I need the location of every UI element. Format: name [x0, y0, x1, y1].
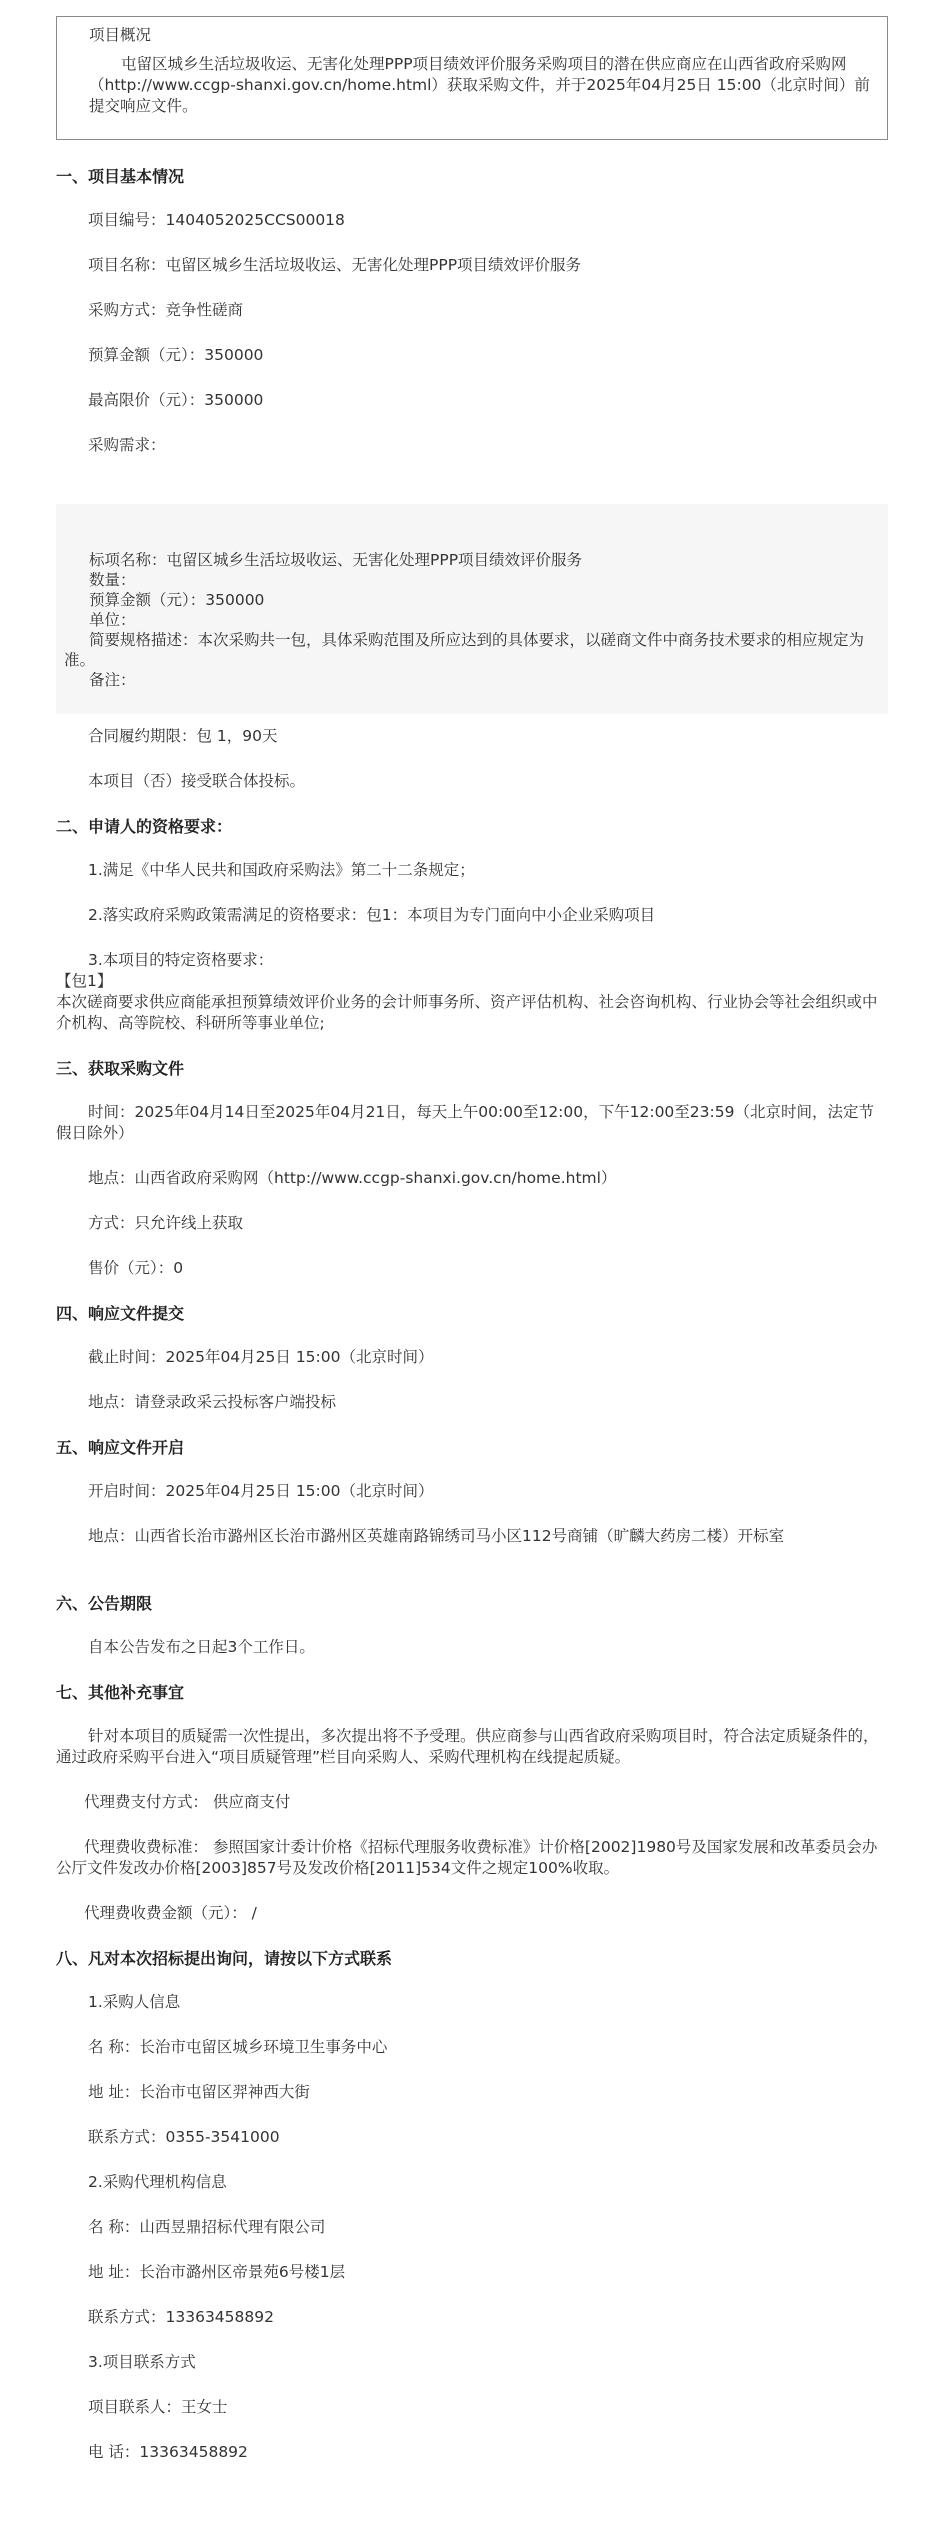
obtain-price: 售价（元）：0 [88, 1259, 184, 1277]
section-5-heading: 五、响应文件开启 [56, 1438, 185, 1457]
contract-term: 合同履约期限：包 1，90天 [88, 727, 278, 745]
qualification-1: 1.满足《中华人民共和国政府采购法》第二十二条规定； [88, 861, 475, 879]
lot-details-box [56, 504, 888, 714]
section-8-heading: 八、凡对本次招标提出询问，请按以下方式联系 [56, 1949, 393, 1968]
submit-place: 地点：请登录政采云投标客户端投标 [88, 1393, 337, 1411]
purchaser-name: 名 称：长治市屯留区城乡环境卫生事务中心 [88, 2038, 388, 2056]
procurement-method: 采购方式：竞争性磋商 [88, 301, 244, 319]
notice-period: 自本公告发布之日起3个工作日。 [88, 1638, 315, 1656]
project-name: 项目名称：屯留区城乡生活垃圾收运、无害化处理PPP项目绩效评价服务 [88, 256, 582, 274]
section-3-heading: 三、获取采购文件 [56, 1059, 185, 1078]
overview-text: 屯留区城乡生活垃圾收运、无害化处理PPP项目绩效评价服务采购项目的潜在供应商应在山西省政府采购网（http://www.ccgp-shanxi.gov.cn/home.html）获取采购文件，并于2025年04月25日 15:00（北京时间）前提交响应文件。 [89, 55, 870, 115]
project-number: 项目编号：1404052025CCS00018 [88, 211, 345, 229]
budget-amount: 预算金额（元）：350000 [88, 346, 264, 364]
project-contact-person: 项目联系人：王女士 [88, 2398, 228, 2416]
agency-address: 地 址：长治市潞州区帝景苑6号楼1层 [88, 2263, 346, 2281]
obtain-place: 地点：山西省政府采购网（http://www.ccgp-shanxi.gov.cn/home.html） [88, 1169, 617, 1187]
qualification-3: 3.本项目的特定资格要求： [88, 951, 274, 969]
obtain-time: 时间：2025年04月14日至2025年04月21日，每天上午00:00至12:00，下午12:00至23:59（北京时间，法定节假日除外） [56, 1103, 874, 1142]
qualification-2: 2.落实政府采购政策需满足的资格要求：包1：本项目为专门面向中小企业采购项目 [88, 906, 656, 924]
purchaser-phone: 联系方式：0355-3541000 [88, 2128, 280, 2146]
lot-spec: 简要规格描述：本次采购共一包，具体采购范围及所应达到的具体要求，以磋商文件中商务技术要求的相应规定为准。 [64, 631, 865, 669]
lot-budget: 预算金额（元）：350000 [89, 591, 265, 609]
lot-quantity: 数量： [89, 571, 136, 589]
announcement [56, 16, 888, 2487]
agency-phone: 联系方式：13363458892 [88, 2308, 274, 2326]
project-contact-title: 3.项目联系方式 [88, 2353, 196, 2371]
supplement-text: 针对本项目的质疑需一次性提出，多次提出将不予受理。供应商参与山西省政府采购项目时，符合法定质疑条件的，通过政府采购平台进入“项目质疑管理”栏目向采购人、采购代理机构在线提起质疑。 [56, 1727, 879, 1766]
lot-unit: 单位： [89, 611, 136, 629]
section-6-heading: 六、公告期限 [56, 1594, 153, 1613]
section-7-heading: 七、其他补充事宜 [56, 1683, 185, 1702]
qualification-3-package: 【包1】 [56, 972, 113, 990]
obtain-way: 方式：只允许线上获取 [88, 1214, 244, 1232]
lot-name: 标项名称：屯留区城乡生活垃圾收运、无害化处理PPP项目绩效评价服务 [89, 551, 583, 569]
agency-fee-payment: 代理费支付方式： 供应商支付 [84, 1793, 291, 1811]
agency-fee-amount: 代理费收费金额（元）： / [84, 1904, 257, 1922]
agency-info-title: 2.采购代理机构信息 [88, 2173, 227, 2191]
project-contact-phone: 电 话：13363458892 [88, 2443, 248, 2461]
purchaser-info-title: 1.采购人信息 [88, 1993, 181, 2011]
overview-box [56, 16, 888, 140]
overview-title: 项目概况 [89, 26, 152, 44]
purchaser-address: 地 址：长治市屯留区羿神西大街 [88, 2083, 310, 2101]
section-4-heading: 四、响应文件提交 [56, 1304, 185, 1323]
section-2-heading: 二、申请人的资格要求： [56, 817, 233, 836]
lot-remark: 备注： [89, 671, 136, 689]
agency-name: 名 称：山西昱鼎招标代理有限公司 [88, 2218, 326, 2236]
opening-place: 地点：山西省长治市潞州区长治市潞州区英雄南路锦绣司马小区112号商铺（旷麟大药房二楼）开标室 [88, 1527, 785, 1545]
submit-deadline: 截止时间：2025年04月25日 15:00（北京时间） [88, 1348, 434, 1366]
section-1-heading: 一、项目基本情况 [56, 167, 185, 186]
consortium-note: 本项目（否）接受联合体投标。 [88, 772, 306, 790]
agency-fee-standard: 代理费收费标准： 参照国家计委计价格《招标代理服务收费标准》计价格[2002]1980号及国家发展和改革委员会办公厅文件发改办价格[2003]857号及发改价格[2011]534文件之规定100%收取。 [56, 1838, 878, 1877]
procurement-demand: 采购需求： [88, 436, 166, 454]
qualification-3-text: 本次磋商要求供应商能承担预算绩效评价业务的会计师事务所、资产评估机构、社会咨询机构、行业协会等社会组织或中介机构、高等院校、科研所等事业单位; [56, 993, 878, 1032]
opening-time: 开启时间：2025年04月25日 15:00（北京时间） [88, 1482, 434, 1500]
max-price: 最高限价（元）：350000 [88, 391, 264, 409]
